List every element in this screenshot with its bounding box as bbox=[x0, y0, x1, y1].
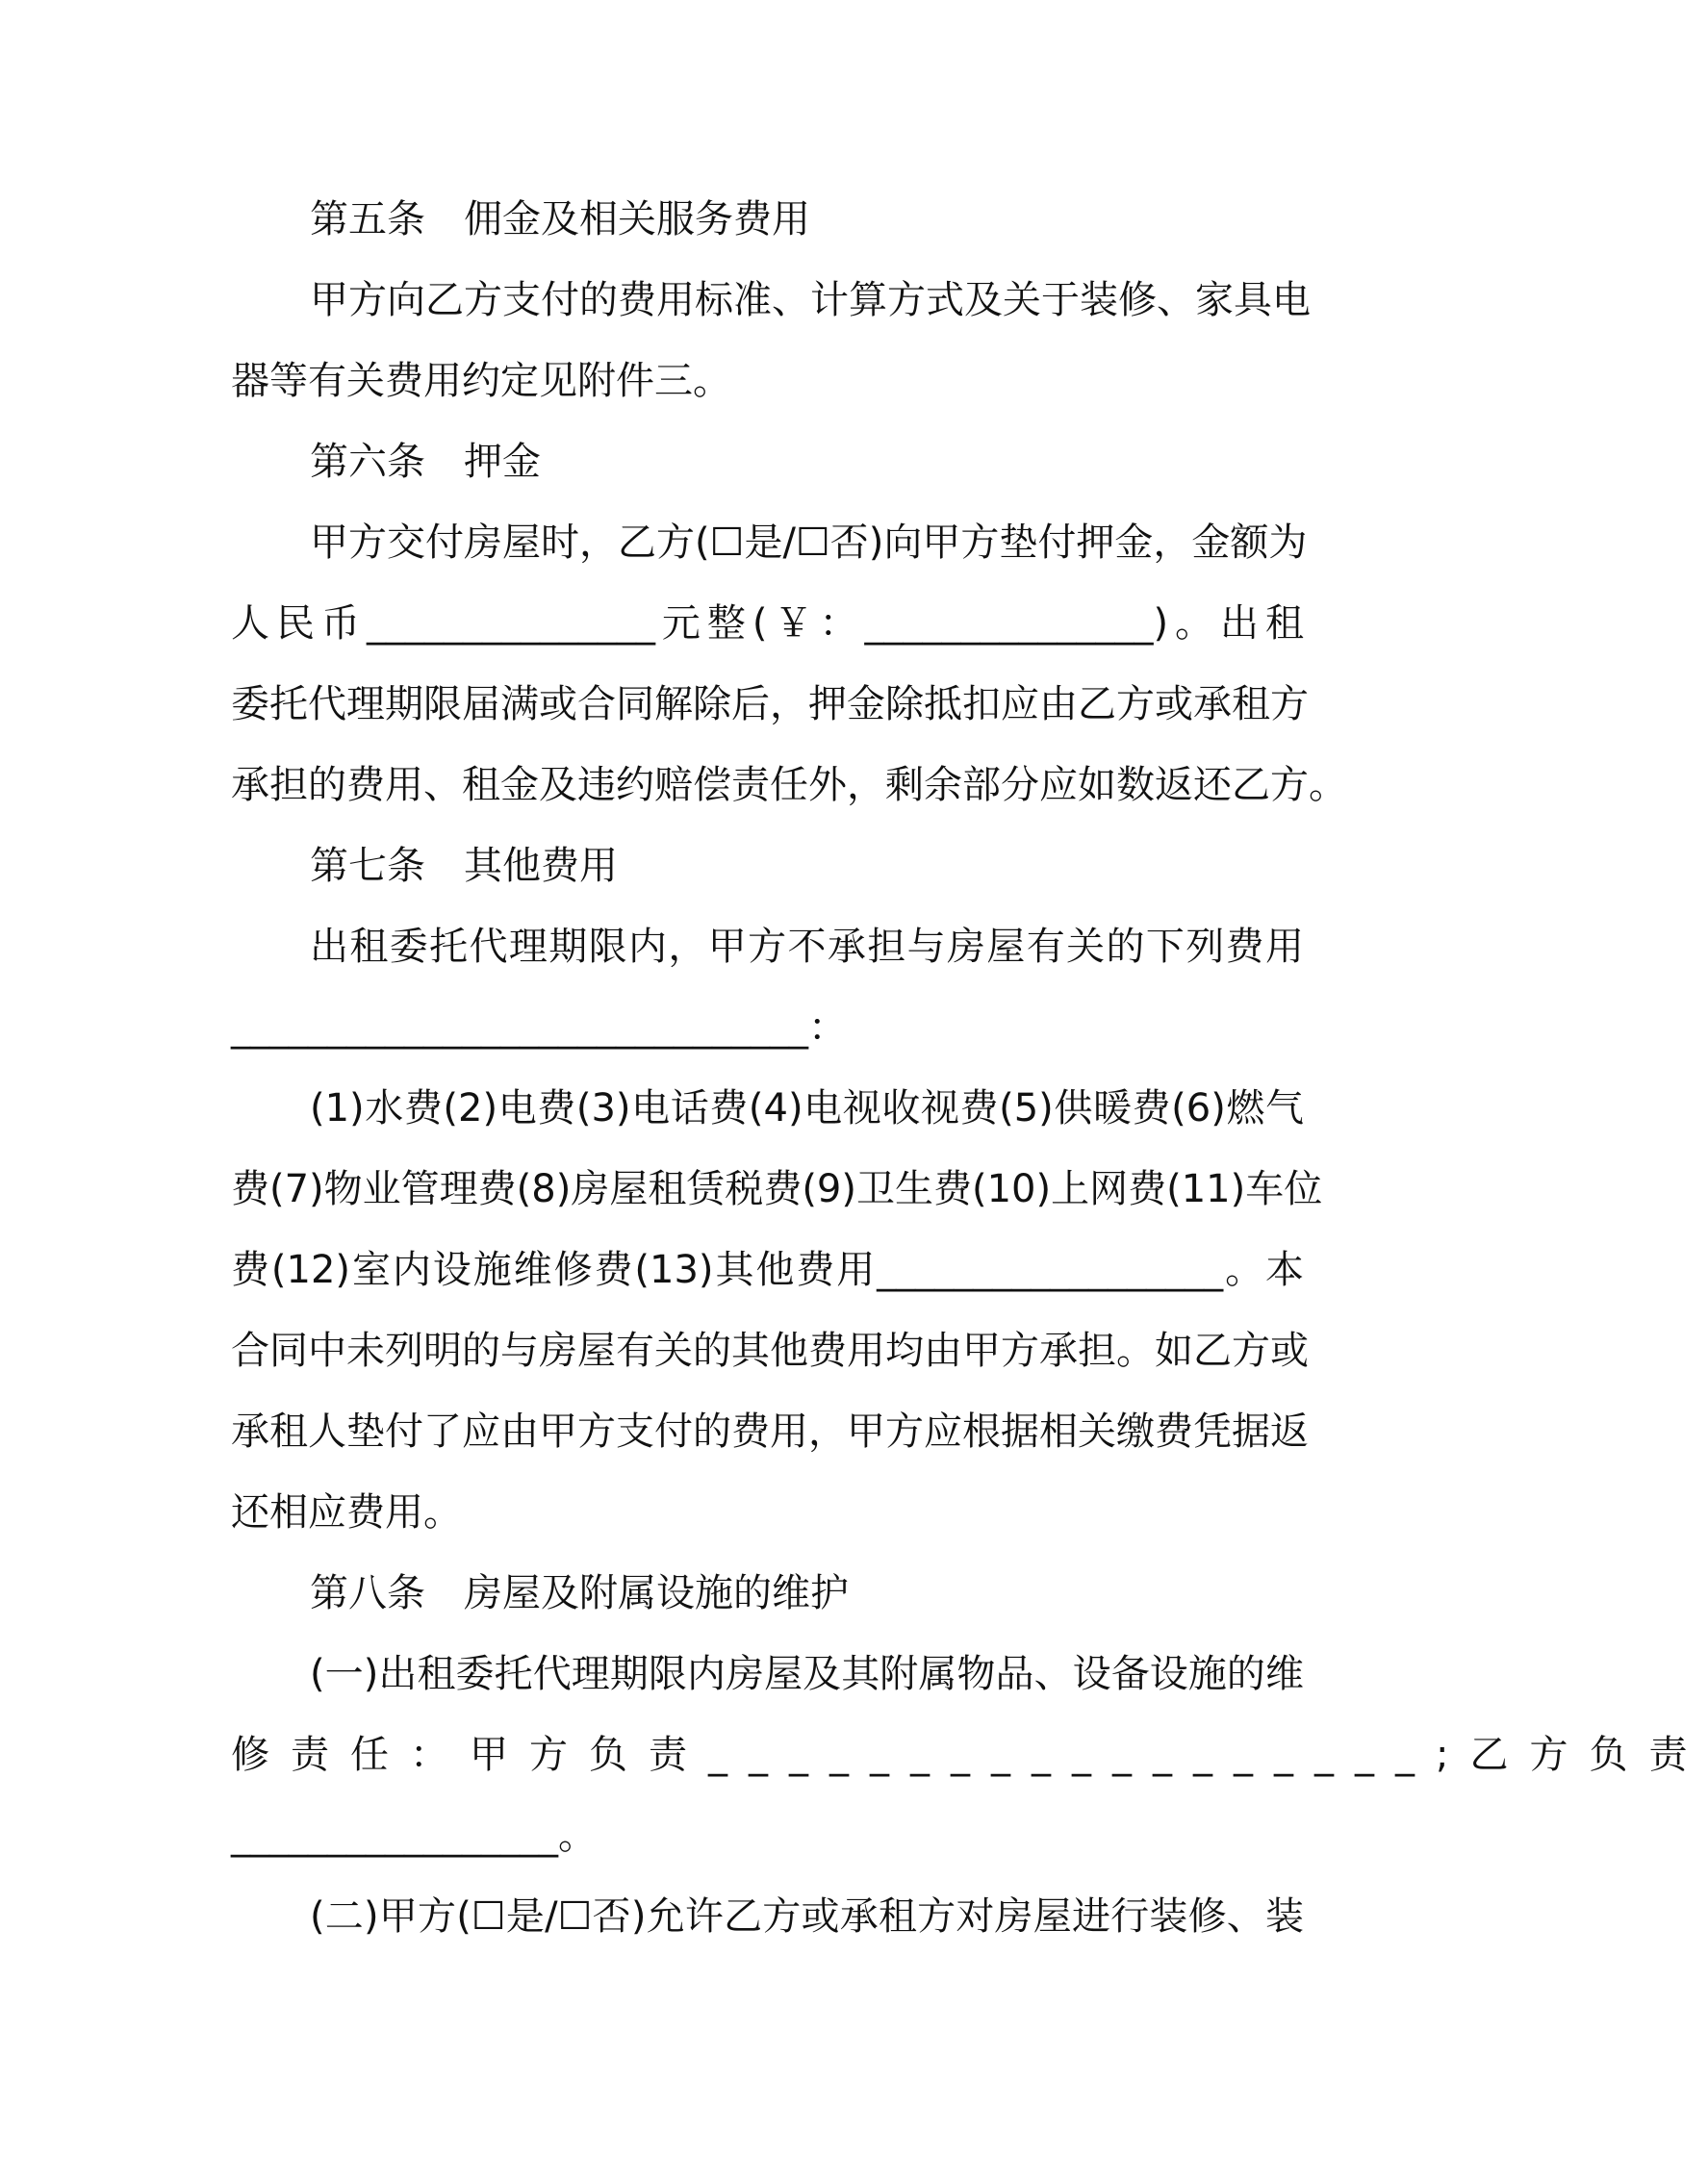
paragraph-line: 出租委托代理期限内，甲方不承担与房屋有关的下列费用 bbox=[310, 925, 1304, 969]
article-5-heading: 第五条 佣金及相关服务费用 bbox=[310, 197, 810, 241]
paragraph-line: 人民币_______________元整(￥：_______________)。出租 bbox=[231, 601, 1304, 646]
paragraph-line: 合同中未列明的与房屋有关的其他费用均由甲方承担。如乙方或 bbox=[231, 1329, 1309, 1373]
paragraph-line: 委托代理期限届满或合同解除后，押金除抵扣应由乙方或承租方 bbox=[231, 682, 1309, 726]
article-6-heading: 第六条 押金 bbox=[310, 440, 541, 484]
paragraph-line: (1)水费(2)电费(3)电话费(4)电视收视费(5)供暖费(6)燃气 bbox=[310, 1086, 1304, 1130]
paragraph-line: 承担的费用、租金及违约赔偿责任外，剩余部分应如数返还乙方。 bbox=[231, 763, 1347, 807]
paragraph-line: 承租人垫付了应由甲方支付的费用，甲方应根据相关缴费凭据返 bbox=[231, 1410, 1309, 1454]
paragraph-line: 费(7)物业管理费(8)房屋租赁税费(9)卫生费(10)上网费(11)车位 bbox=[231, 1167, 1323, 1211]
paragraph-line: (一)出租委托代理期限内房屋及其附属物品、设备设施的维 bbox=[310, 1652, 1304, 1696]
paragraph-line: 器等有关费用约定见附件三。 bbox=[231, 359, 731, 403]
paragraph-line: ______________________________： bbox=[231, 1005, 847, 1050]
paragraph-line: 甲方向乙方支付的费用标准、计算方式及关于装修、家具电 bbox=[310, 278, 1311, 322]
paragraph-line: 甲方交付房屋时，乙方(☐是/☐否)向甲方垫付押金，金额为 bbox=[310, 521, 1308, 565]
paragraph-line: 修责任：甲方负责__________________;乙方负责 bbox=[231, 1733, 1708, 1777]
article-8-heading: 第八条 房屋及附属设施的维护 bbox=[310, 1571, 849, 1615]
paragraph-line: 还相应费用。 bbox=[231, 1490, 462, 1535]
article-7-heading: 第七条 其他费用 bbox=[310, 844, 618, 888]
paragraph-line: (二)甲方(☐是/☐否)允许乙方或承租方对房屋进行装修、装 bbox=[310, 1894, 1304, 1939]
paragraph-line: _________________。 bbox=[231, 1814, 597, 1858]
paragraph-line: 费(12)室内设施维修费(13)其他费用__________________。本 bbox=[231, 1248, 1304, 1292]
